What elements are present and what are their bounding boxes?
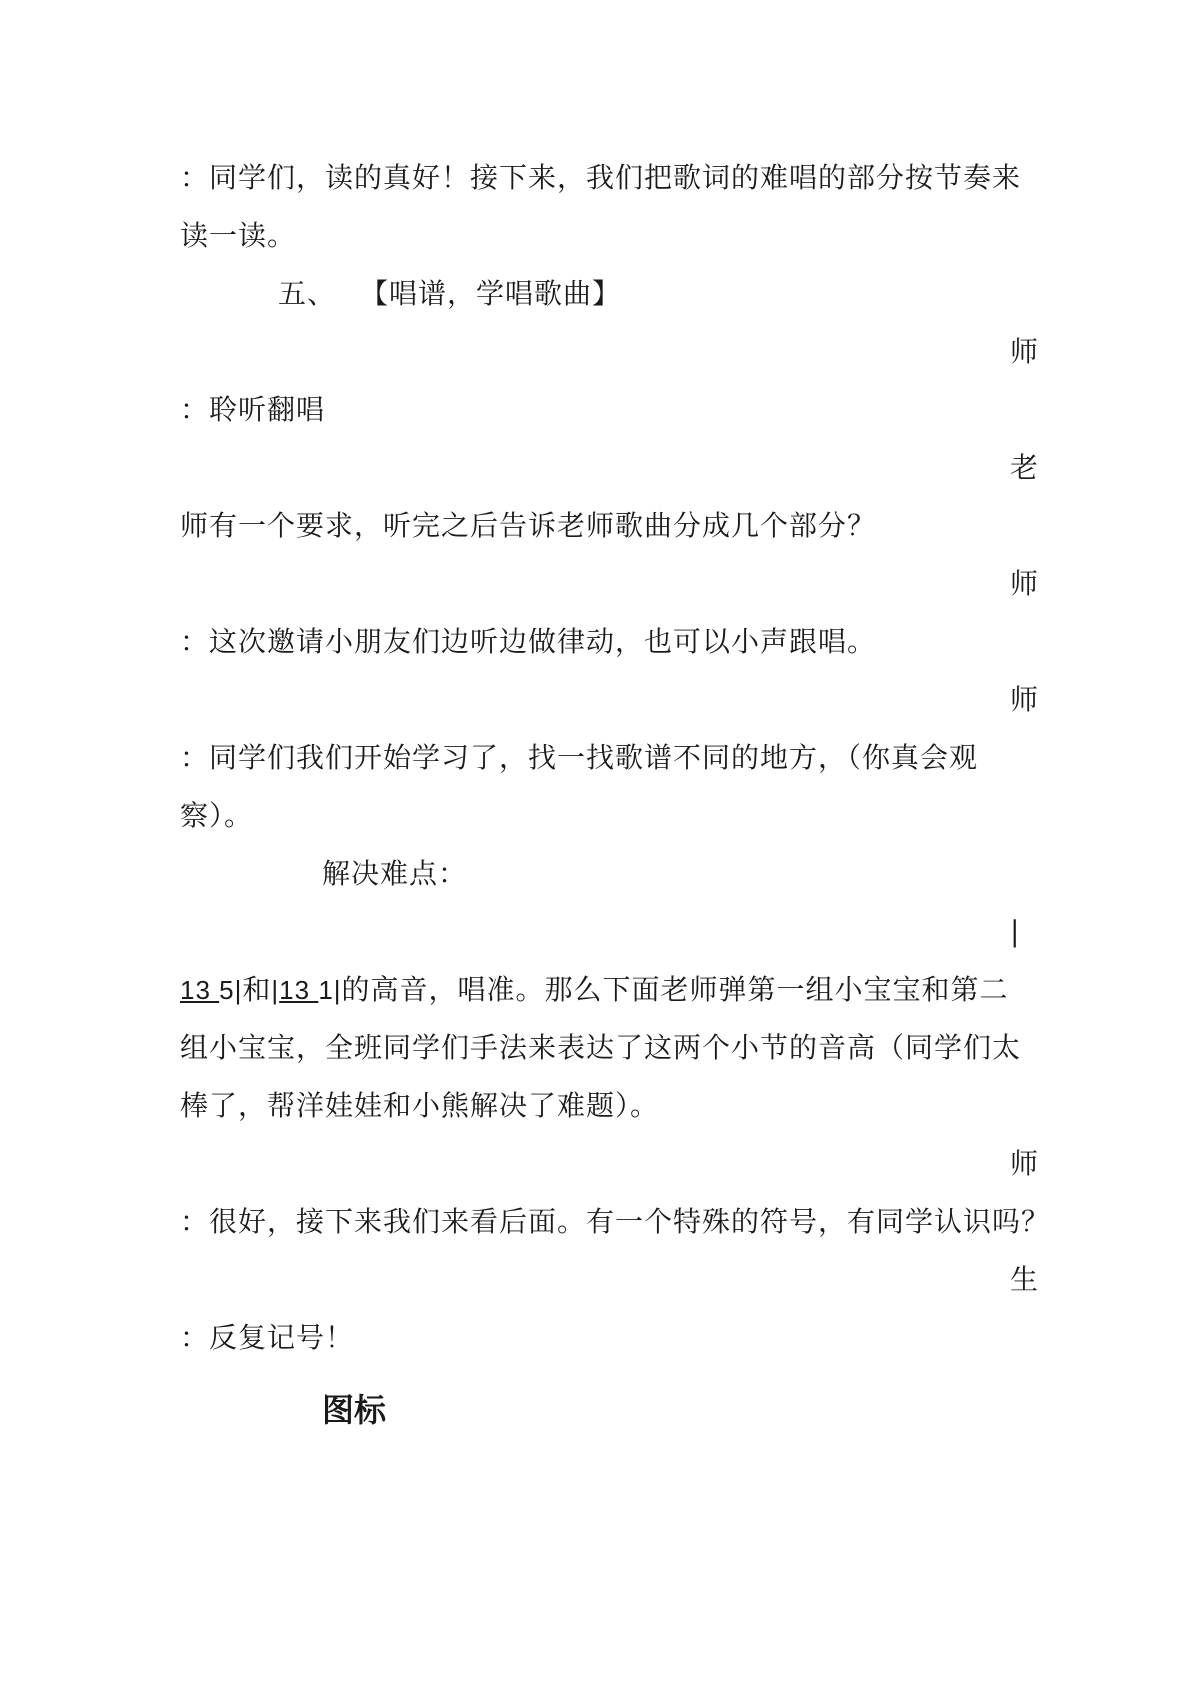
notation-part: | [271, 975, 280, 1005]
section-title: 【唱谱，学唱歌曲】 [360, 277, 622, 310]
speaker-label: 老 [1010, 451, 1039, 484]
notation-part: 5| [219, 975, 243, 1005]
notation-underlined: 13 [279, 975, 319, 1005]
paragraph-line: ：很好，接下来我们来看后面。有一个特殊的符号，有同学认识吗？ [180, 1205, 1051, 1238]
paragraph-line: 组小宝宝，全班同学们手法来表达了这两个小节的音高（同学们太 [180, 1031, 1022, 1064]
paragraph-line: 师有一个要求，听完之后告诉老师歌曲分成几个部分？ [180, 509, 877, 542]
conjunction: 和 [242, 973, 272, 1006]
speaker-label: 师 [1010, 567, 1039, 600]
paragraph-line: ：聆听翻唱 [180, 393, 326, 426]
bar-line: | [1010, 915, 1020, 948]
speaker-label: 师 [1010, 1147, 1039, 1180]
heading-icon: 图标 [322, 1391, 387, 1429]
notation-text: 的高音，唱准。那么下面老师弹第一组小宝宝和第二 [341, 973, 1009, 1006]
speaker-label: 师 [1010, 335, 1039, 368]
notation-underlined: 13 [180, 975, 220, 1005]
paragraph-line: 棒了，帮洋娃娃和小熊解决了难题）。 [180, 1089, 660, 1122]
paragraph-line: ：同学们我们开始学习了，找一找歌谱不同的地方，（你真会观 [180, 741, 979, 774]
paragraph-line: ：反复记号！ [180, 1321, 355, 1354]
speaker-label: 生 [1010, 1263, 1039, 1296]
paragraph-line: ：同学们，读的真好！接下来，我们把歌词的难唱的部分按节奏来 [180, 161, 1022, 194]
paragraph-line: 读一读。 [180, 219, 297, 252]
section-number: 五、 [278, 277, 337, 310]
paragraph-line: ：这次邀请小朋友们边听边做律动，也可以小声跟唱。 [180, 625, 877, 658]
subheading: 解决难点： [322, 857, 468, 890]
section-heading [278, 274, 621, 314]
notation-line [180, 970, 1009, 1010]
speaker-label: 师 [1010, 683, 1039, 716]
notation-part: 1| [318, 975, 342, 1005]
paragraph-line: 察）。 [180, 799, 254, 832]
